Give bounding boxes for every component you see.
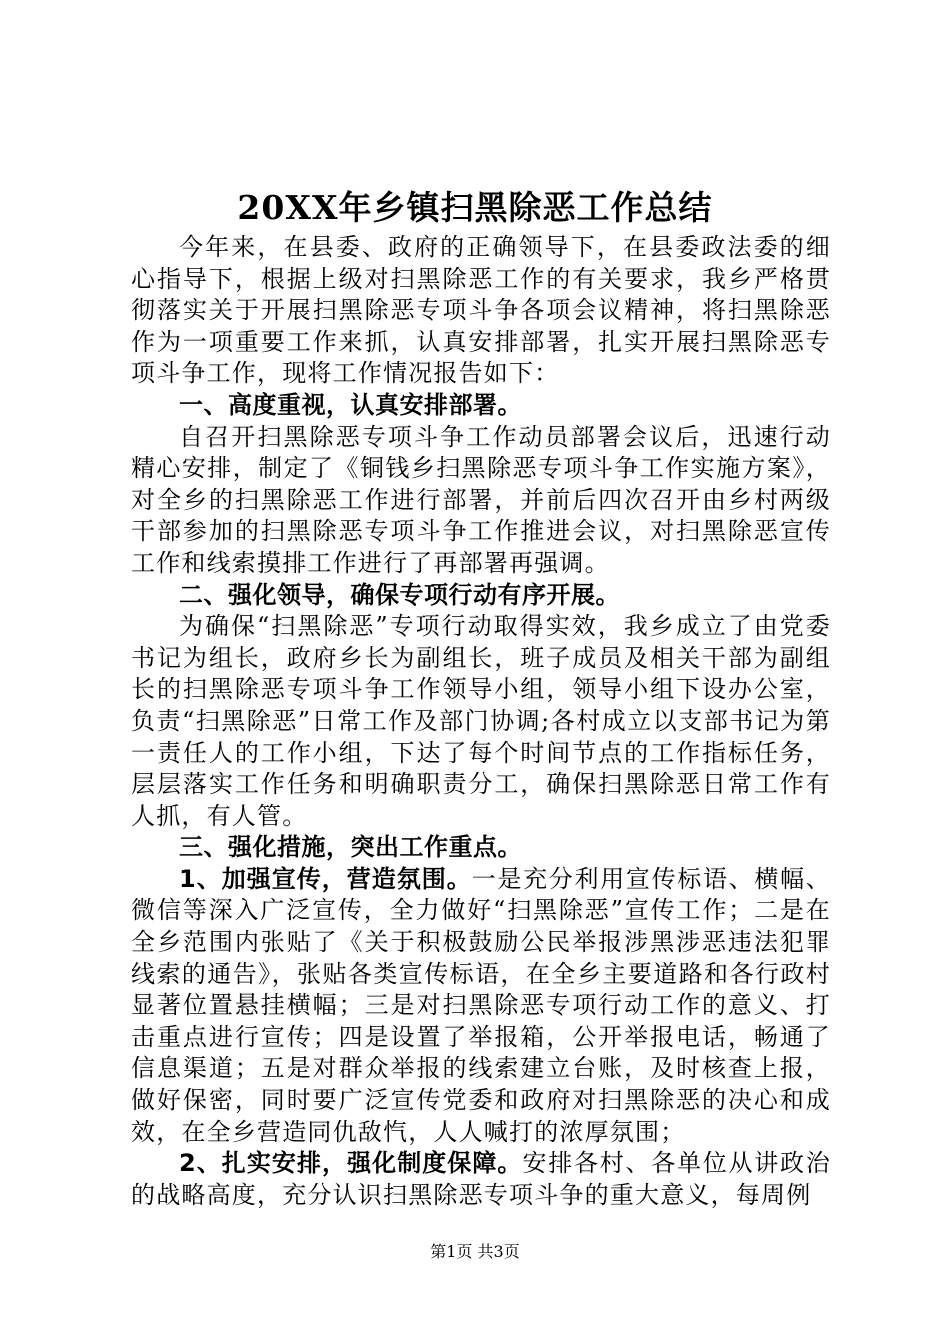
- document-title: 20XX年乡镇扫黑除恶工作总结: [237, 188, 713, 227]
- section-1-paragraph: 自召开扫黑除恶专项斗争工作动员部署会议后，迅速行动精心安排，制定了《铜钱乡扫黑除恶专项斗争工作实施方案》，对全乡的扫黑除恶工作进行部署，并前后四次召开由乡村两级干部参加的扫黑除恶专项斗争工作推进会议，对扫黑除恶宣传工作和线索摸排工作进行了再部署再强调。: [131, 422, 831, 577]
- page-footer: 第1页 共3页: [430, 1242, 520, 1261]
- section-3-heading: 三、强化措施，突出工作重点。: [179, 833, 522, 862]
- item-2-body: 安排各村、各单位从讲政治的战略高度，充分认识扫黑除恶专项斗争的重大意义，每周例: [131, 1149, 831, 1209]
- item-1-body: 一是充分利用宣传标语、横幅、微信等深入广泛宣传，全力做好“扫黑除恶”宣传工作；二是在全乡范围内张贴了《关于积极鼓励公民举报涉黑涉恶违法犯罪线索的通告》，张贴各类宣传标语，在全乡主要道路和各行政村显著位置悬挂横幅；三是对扫黑除恶专项行动工作的意义、打击重点进行宣传；四是设置了举报箱，公开举报电话，畅通了信息渠道；五是对群众举报的线索建立台账，及时核查上报，做好保密，同时要广泛宣传党委和政府对扫黑除恶的决心和成效，在全乡营造同仇敌忾，人人喊打的浓厚氛围；: [131, 864, 831, 1146]
- item-2-lead: 2、扎实安排，强化制度保障。: [179, 1149, 523, 1178]
- section-2-heading: 二、强化领导，确保专项行动有序开展。: [179, 580, 620, 609]
- section-3-item-1: [131, 864, 831, 1148]
- section-3-item-2: [131, 1148, 831, 1211]
- document-body: [131, 232, 831, 1211]
- item-1-lead: 1、加强宣传，营造氛围。: [179, 864, 472, 893]
- section-2-paragraph: 为确保“扫黑除恶”专项行动取得实效，我乡成立了由党委书记为组长，政府乡长为副组长，班子成员及相关干部为副组长的扫黑除恶专项斗争工作领导小组，领导小组下设办公室，负责“扫黑除恶”日常工作及部门协调;各村成立以支部书记为第一责任人的工作小组，下达了每个时间节点的工作指标任务，层层落实工作任务和明确职责分工，确保扫黑除恶日常工作有人抓，有人管。: [131, 612, 831, 830]
- intro-paragraph: 今年来，在县委、政府的正确领导下，在县委政法委的细心指导下，根据上级对扫黑除恶工作的有关要求，我乡严格贯彻落实关于开展扫黑除恶专项斗争各项会议精神，将扫黑除恶作为一项重要工作来抓，认真安排部署，扎实开展扫黑除恶专项斗争工作，现将工作情况报告如下：: [131, 233, 831, 388]
- section-1-heading: 一、高度重视，认真安排部署。: [179, 390, 522, 419]
